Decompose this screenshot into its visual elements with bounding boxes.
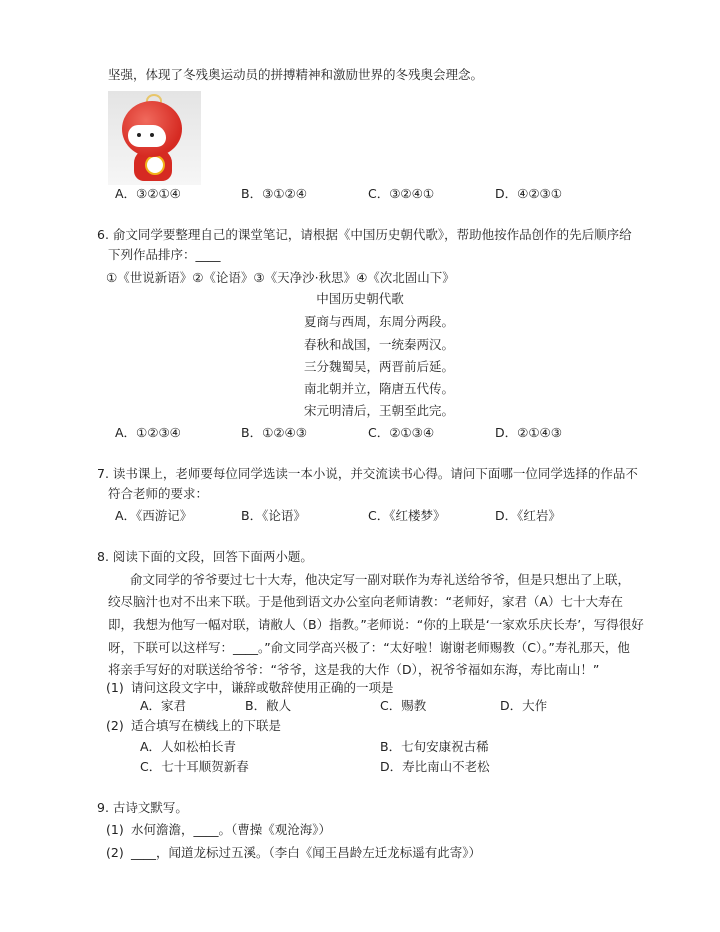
q8-sub1-number: (1) [106, 680, 124, 695]
poem-line: 宋元明清后，王朝至此完。 [303, 403, 454, 418]
q6-option-b: B．①②④③ [241, 425, 307, 440]
q9-item-number: (2) [106, 845, 124, 860]
q8-title: 8. 阅读下面的文段，回答下面两小题。 [97, 549, 313, 564]
q8-sub1-option-c: C．赐教 [380, 698, 427, 713]
q8-sub2-option-d: D．寿比南山不老松 [380, 759, 490, 774]
q8-sub2-option-b: B．七旬安康祝古稀 [380, 739, 489, 754]
q8-sub1-option-d: D．大作 [500, 698, 548, 713]
mascot-eye [137, 133, 141, 137]
q9-item-number: (1) [106, 822, 124, 837]
poem-line: 三分魏蜀吴，两晋前后延。 [303, 359, 454, 374]
q8-sub2-option-a: A．人如松柏长青 [140, 739, 237, 754]
q8-paragraph-line: 即，我想为他写一幅对联，请敝人（B）指教。”老师说：“你的上联是‘一家欢乐庆长寿’，写得很好 [108, 617, 644, 632]
q6-option-d: D．②①④③ [495, 425, 562, 440]
poem-title: 中国历史朝代歌 [316, 291, 404, 306]
poem-line: 南北朝并立，隋唐五代传。 [303, 381, 454, 396]
q8-sub1-option-b: B．敝人 [245, 698, 292, 713]
poem-line: 春秋和战国，一统秦两汉。 [303, 337, 454, 352]
q8-paragraph-line: 呀，下联可以这样写：____。”俞文同学高兴极了：“太好啦！谢谢老师赐教（C）。”寿礼那天，他 [108, 640, 630, 655]
q8-paragraph-line: 绞尽脑汁也对不出来下联。于是他到语文办公室向老师请教：“老师好，家君（A）七十大寿在 [108, 594, 624, 609]
mascot-badge [145, 155, 165, 175]
mascot-head [122, 101, 182, 157]
q5-option-c: C．③②④① [368, 186, 435, 201]
q5-option-b: B．③①②④ [241, 186, 307, 201]
q6-option-c: C．②①③④ [368, 425, 435, 440]
q7-question-cont: 符合老师的要求： [108, 486, 209, 501]
q8-sub2-option-c: C．七十耳顺贺新春 [140, 759, 249, 774]
q7-option-c: C．《红楼梦》 [368, 508, 446, 523]
q9-item: ____，闻道龙标过五溪。（李白《闻王昌龄左迁龙标遥有此寄》） [131, 845, 482, 860]
q5-option-d: D．④②③① [495, 186, 562, 201]
q7-option-a: A．《西游记》 [115, 508, 193, 523]
q6-question: 6. 俞文同学要整理自己的课堂笔记，请根据《中国历史朝代歌》，帮助他按作品创作的先后顺序给 [97, 227, 632, 242]
q8-sub1-option-a: A．家君 [140, 698, 187, 713]
q6-question-cont: 下列作品排序：____ [108, 247, 221, 262]
mascot-image [108, 91, 201, 185]
q5-option-a: A．③②①④ [115, 186, 181, 201]
q7-question: 7. 读书课上，老师要每位同学选读一本小说，并交流读书心得。请问下面哪一位同学选择的作品不 [97, 466, 638, 481]
q6-option-a: A．①②③④ [115, 425, 181, 440]
q8-paragraph-line: 俞文同学的爷爷要过七十大寿，他决定写一副对联作为寿礼送给爷爷，但是只想出了上联， [130, 572, 631, 587]
q9-title: 9. 古诗文默写。 [97, 800, 188, 815]
q7-option-b: B．《论语》 [241, 508, 306, 523]
mascot-face [128, 125, 166, 147]
q9-item: 水何澹澹，____。（曹操《观沧海》） [131, 822, 332, 837]
q5-tail: 坚强，体现了冬残奥运动员的拼搏精神和激励世界的冬残奥会理念。 [108, 67, 484, 82]
poem-line: 夏商与西周，东周分两段。 [303, 314, 454, 329]
q6-works: ①《世说新语》②《论语》③《天净沙·秋思》④《次北固山下》 [106, 270, 455, 285]
q8-sub2-question: 适合填写在横线上的下联是 [131, 718, 282, 733]
mascot-eye [150, 133, 154, 137]
q8-paragraph-line: 将亲手写好的对联送给爷爷：“爷爷，这是我的大作（D），祝爷爷福如东海，寿比南山！” [108, 662, 600, 677]
q7-option-d: D．《红岩》 [495, 508, 561, 523]
q8-sub1-question: 请问这段文字中，谦辞或敬辞使用正确的一项是 [131, 680, 394, 695]
q8-sub2-number: (2) [106, 718, 124, 733]
